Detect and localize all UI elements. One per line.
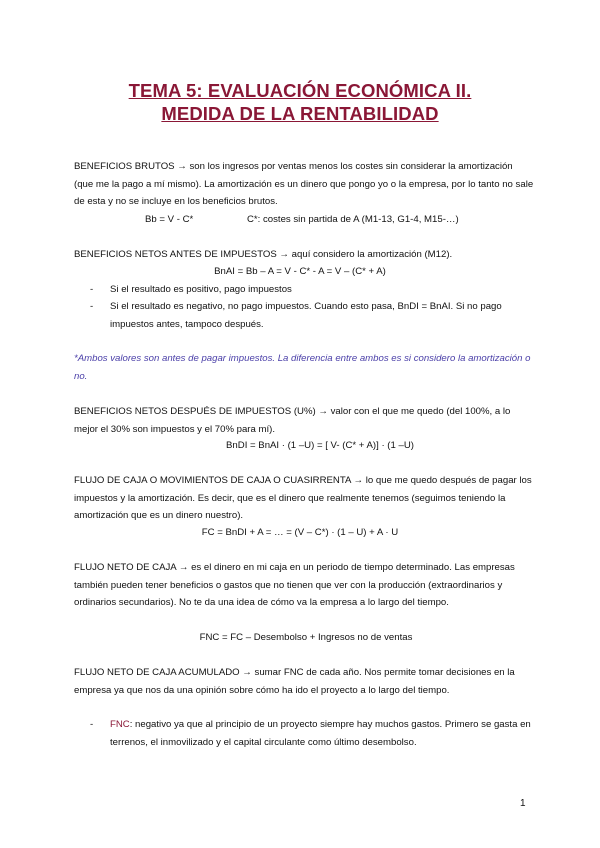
list-dash: -	[90, 719, 94, 730]
bnai-bullet-1: - Si el resultado es positivo, pago impuestos	[92, 281, 532, 299]
bndi-paragraph: BENEFICIOS NETOS DESPUÉS DE IMPUESTOS (U%) → valor con el que me quedo (del 100%, a lo mejor el 30% son impuestos y el 70% para mí).	[74, 406, 511, 435]
bndi-formula: BnDI = BnAI · (1 –U) = [ V- (C* + A)] · (1 –U)	[226, 440, 414, 451]
list-dash: -	[90, 284, 94, 295]
fnc-label: FNC	[110, 719, 130, 730]
bnai-paragraph: BENEFICIOS NETOS ANTES DE IMPUESTOS → aquí considero la amortización (M12).	[74, 249, 453, 260]
fnc-formula: FNC = FC – Desembolso + Ingresos no de ventas	[199, 632, 413, 643]
fnc-bullet-text: : negativo ya que al principio de un proyecto siempre hay muchos gastos. Primero se gasta en terrenos, el inmovilizado y el capital circulante como último desembolso.	[110, 719, 531, 748]
italic-note: *Ambos valores son antes de pagar impuestos. La diferencia entre ambos es si considero la amortización o no.	[74, 353, 531, 382]
page-title-line-2: MEDIDA DE LA RENTABILIDAD	[161, 103, 439, 124]
beneficios-brutos-paragraph: BENEFICIOS BRUTOS → son los ingresos por ventas menos los costes sin considerar la amortización (que me la pago a mí mismo). La amortización es un dinero que pongo yo o la empresa, por lo tanto no sale de esta y no se incluye en los beneficios brutos.	[74, 161, 534, 207]
bnai-bullet-2: - Si el resultado es negativo, no pago impuestos. Cuando esto pasa, BnDI = BnAI. Si no pago impuestos antes, tampoco después.	[92, 298, 532, 333]
fc-formula: FC = BnDI + A = … = (V – C*) · (1 – U) + A · U	[201, 527, 399, 538]
page-number: 1	[520, 798, 526, 809]
fnca-bullet	[92, 716, 532, 751]
fnc-paragraph: FLUJO NETO DE CAJA → es el dinero en mi caja en un periodo de tiempo determinado. Las empresas también pueden tener beneficios o gastos que no tienen que ver con la producción (extraordinarios y ordinarios secundarios). No te da una idea de cómo va la empresa a lo largo del tiempo.	[74, 562, 515, 608]
bb-formula: Bb = V - C*	[145, 214, 194, 225]
bnai-formula: BnAI = Bb – A = V - C* - A = V – (C* + A)	[214, 266, 386, 277]
page-title-line-1: TEMA 5: EVALUACIÓN ECONÓMICA II.	[128, 80, 472, 101]
flujo-caja-paragraph: FLUJO DE CAJA O MOVIMIENTOS DE CAJA O CUASIRRENTA → lo que me quedo después de pagar los impuestos y la amortización. Es decir, que es el dinero que realmente tenemos (seguimos teniendo la amortización que es un dinero nuestro).	[74, 475, 532, 521]
list-dash: -	[90, 301, 94, 312]
bb-formula-note: C*: costes sin partida de A (M1-13, G1-4, M15-…)	[247, 214, 459, 225]
fnca-paragraph: FLUJO NETO DE CAJA ACUMULADO → sumar FNC de cada año. Nos permite tomar decisiones en la empresa ya que nos da una opinión sobre cómo ha ido el proyecto a lo largo del tiempo.	[74, 667, 515, 696]
